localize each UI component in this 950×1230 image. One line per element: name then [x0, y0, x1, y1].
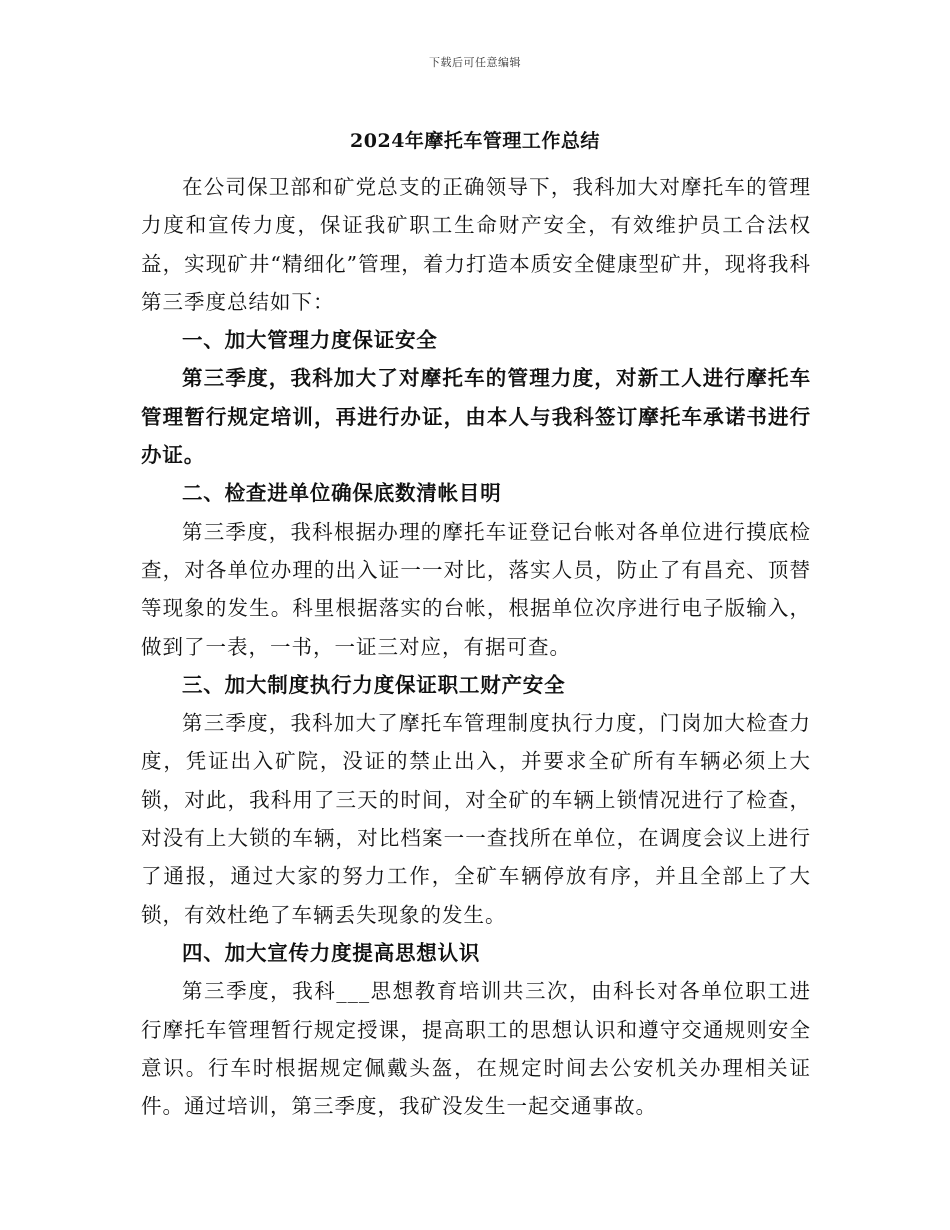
document-title: 2024年摩托车管理工作总结	[350, 130, 600, 152]
section-1-heading: 一、加大管理力度保证安全	[182, 328, 438, 353]
section-2-body: 第三季度，我科根据办理的摩托车证登记台帐对各单位进行摸底检查，对各单位办理的出入证一一对比，落实人员，防止了有昌充、顶替等现象的发生。科里根据落实的台帐，根据单位次序进行电子版输入，做到了一表，一书，一证三对应，有据可查。	[141, 519, 811, 659]
document-body	[141, 168, 811, 1125]
section-4-heading: 四、加大宣传力度提高思想认识	[182, 940, 481, 965]
section-3-body: 第三季度，我科加大了摩托车管理制度执行力度，门岗加大检查力度，凭证出入矿院，没证的禁止出入，并要求全矿所有车辆必须上大锁，对此，我科用了三天的时间，对全矿的车辆上锁情况进行了检查，对没有上大锁的车辆，对比档案一一查找所在单位，在调度会议上进行了通报，通过大家的努力工作，全矿车辆停放有序，并且全部上了大锁，有效杜绝了车辆丢失现象的发生。	[141, 711, 811, 927]
section-4-body: 第三季度，我科___思想教育培训共三次，由科长对各单位职工进行摩托车管理暂行规定授课，提高职工的思想认识和遵守交通规则安全意识。行车时根据规定佩戴头盔，在规定时间去公安机关办理相关证件。通过培训，第三季度，我矿没发生一起交通事故。	[141, 979, 811, 1119]
page-header-note: 下载后可任意编辑	[429, 56, 521, 69]
section-1-body: 第三季度，我科加大了对摩托车的管理力度，对新工人进行摩托车管理暂行规定培训，再进行办证，由本人与我科签订摩托车承诺书进行办证。	[141, 366, 811, 468]
section-2-heading: 二、检查进单位确保底数清帐目明	[182, 481, 502, 506]
section-3-heading: 三、加大制度执行力度保证职工财产安全	[182, 672, 566, 697]
intro-paragraph: 在公司保卫部和矿党总支的正确领导下，我科加大对摩托车的管理力度和宣传力度，保证我矿职工生命财产安全，有效维护员工合法权益，实现矿井“精细化”管理，着力打造本质安全健康型矿井，现将我科第三季度总结如下：	[141, 175, 811, 314]
